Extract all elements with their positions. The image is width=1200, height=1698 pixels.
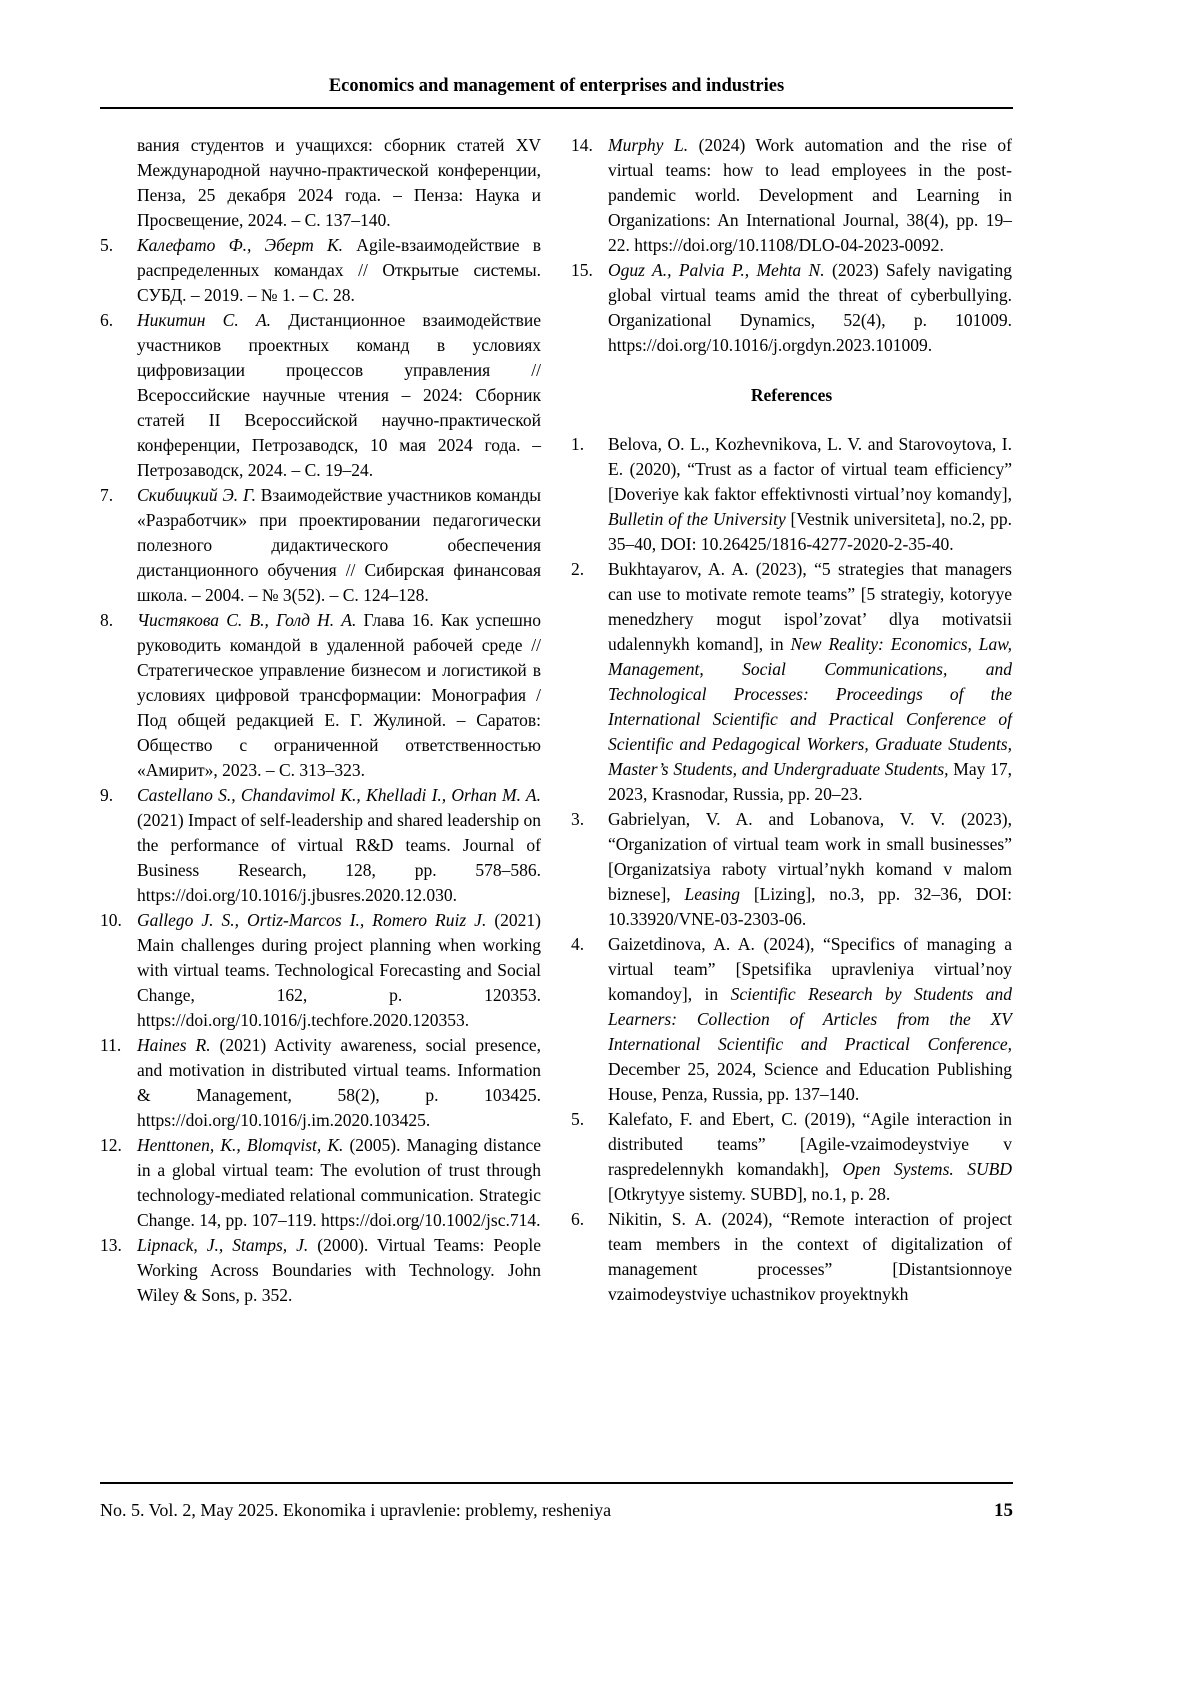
- reference-item: [571, 1207, 1012, 1307]
- reference-text: Henttonen, K., Blomqvist, K. (2005). Managing distance in a global virtual team: The evolution of trust through technology-mediated relational communication. Strategic Change. 14, pp. 107–119. https://doi.org/10.1002/jsc.714.: [137, 1135, 541, 1230]
- reference-item: [100, 783, 541, 908]
- reference-item: [100, 908, 541, 1033]
- reference-number: 10.: [100, 910, 122, 930]
- left-column: [100, 133, 541, 1463]
- reference-text: Kalefato, F. and Ebert, C. (2019), “Agile interaction in distributed teams” [Agile-vzaimodeystviye v raspredelennykh komandakh], Open Systems. SUBD [Otkrytyye sistemy. SUBD], no.1, p. 28.: [608, 1109, 1012, 1204]
- reference-item: [571, 133, 1012, 258]
- reference-number: 15.: [571, 260, 593, 280]
- reference-text: Никитин С. А. Дистанционное взаимодействие участников проектных команд в условиях цифровизации процессов управления // Всероссийские научные чтения – 2024: Сборник статей II Всероссийской научно-практической конференции, Петрозаводск, 10 мая 2024 года. – Петрозаводск, 2024. – С. 19–24.: [137, 310, 541, 480]
- reference-number: 2.: [571, 559, 585, 579]
- footer-row: [100, 1484, 1013, 1522]
- header-rule: [100, 107, 1013, 109]
- reference-item: [100, 1133, 541, 1233]
- reference-columns: [100, 133, 1013, 1463]
- reference-text: Gabrielyan, V. A. and Lobanova, V. V. (2023), “Organization of virtual team work in small businesses” [Organizatsiya raboty virtual’nykh komand v malom biznese], Leasing [Lizing], no.3, pp. 32–36, DOI: 10.33920/VNE-03-2303-06.: [608, 809, 1012, 929]
- references-heading: References: [750, 385, 833, 405]
- reference-item: [571, 258, 1012, 358]
- reference-text: Nikitin, S. A. (2024), “Remote interaction of project team members in the context of digitalization of management processes” [Distantsionnoye vzaimodeystviye uchastnikov proyektnykh: [608, 1209, 1012, 1304]
- reference-text: Oguz A., Palvia P., Mehta N. (2023) Safely navigating global virtual teams amid the threat of cyberbullying. Organizational Dynamics, 52(4), p. 101009. https://doi.org/10.1016/j.orgdyn.2023.101009.: [608, 260, 1012, 355]
- reference-item: [100, 233, 541, 308]
- reference-text: Murphy L. (2024) Work automation and the rise of virtual teams: how to lead employees in the post-pandemic world. Development and Learning in Organizations: An International Journal, 38(4), pp. 19–22. https://doi.org/10.1108/DLO-04-2023-0092.: [608, 135, 1012, 255]
- reference-number: 6.: [100, 310, 114, 330]
- running-head: Economics and management of enterprises and industries: [328, 76, 785, 96]
- page-number: 15: [994, 1500, 1013, 1521]
- reference-number: 7.: [100, 485, 114, 505]
- reference-item: [100, 483, 541, 608]
- reference-text: Haines R. (2021) Activity awareness, social presence, and motivation in distributed virtual teams. Information & Management, 58(2), p. 103425. https://doi.org/10.1016/j.im.2020.103425.: [137, 1035, 541, 1130]
- bibliography-continued-list: [571, 133, 1012, 358]
- page-header: [100, 74, 1013, 109]
- reference-number: 1.: [571, 434, 585, 454]
- references-list: [571, 432, 1012, 1307]
- reference-number: 6.: [571, 1209, 585, 1229]
- reference-text: Gallego J. S., Ortiz-Marcos I., Romero Ruiz J. (2021) Main challenges during project planning when working with virtual teams. Technological Forecasting and Social Change, 162, p. 120353. https://doi.org/10.1016/j.techfore.2020.120353.: [137, 910, 541, 1030]
- reference-text: Bukhtayarov, A. A. (2023), “5 strategies that managers can use to motivate remote teams” [5 strategiy, kotoryye menedzhery mogut ispol’zovat’ dlya motivatsii udalennykh komand], in New Reality: Economics, Law, Management, Social Communications, and Technological Processes: Proceedings of the International Scientific and Practical Conference of Scientific and Pedagogical Workers, Graduate Students, Master’s Students, and Undergraduate Students, May 17, 2023, Krasnodar, Russia, pp. 20–23.: [608, 559, 1013, 804]
- reference-text: Castellano S., Chandavimol K., Khelladi I., Orhan M. A. (2021) Impact of self-leadership and shared leadership on the performance of virtual R&D teams. Journal of Business Research, 128, pp. 578–586. https://doi.org/10.1016/j.jbusres.2020.12.030.: [137, 785, 541, 905]
- reference-number: 14.: [571, 135, 593, 155]
- reference-number: 9.: [100, 785, 114, 805]
- reference-number: 11.: [100, 1035, 122, 1055]
- reference-number: 3.: [571, 809, 585, 829]
- reference-item: [571, 1107, 1012, 1207]
- reference-item: [571, 432, 1012, 557]
- reference-item: [100, 133, 541, 233]
- reference-text: Чистякова С. В., Голд Н. А. Глава 16. Как успешно руководить командой в удаленной рабочей среде // Стратегическое управление бизнесом и логистикой в условиях цифровой трансформации: Монография / Под общей редакцией Е. Г. Жулиной. – Саратов: Общество с ограниченной ответственностью «Амирит», 2023. – С. 313–323.: [137, 610, 541, 780]
- reference-text: Belova, O. L., Kozhevnikova, L. V. and Starovoytova, I. E. (2020), “Trust as a factor of virtual team efficiency” [Doveriye kak faktor effektivnosti virtual’noy komandy], Bulletin of the University [Vestnik universiteta], no.2, pp. 35–40, DOI: 10.26425/1816-4277-2020-2-35-40.: [608, 434, 1012, 554]
- reference-item: [100, 308, 541, 483]
- reference-number: 13.: [100, 1235, 122, 1255]
- reference-text: Gaizetdinova, A. A. (2024), “Specifics of managing a virtual team” [Spetsifika upravleniya virtual’noy komandoy], in Scientific Research by Students and Learners: Collection of Articles from the XV International Scientific and Practical Conference, December 25, 2024, Science and Education Publishing House, Penza, Russia, pp. 137–140.: [608, 934, 1012, 1104]
- reference-item: [571, 557, 1012, 807]
- page-footer: [100, 1482, 1013, 1522]
- reference-text: Калефато Ф., Эберт К. Agile-взаимодействие в распределенных командах // Открытые системы. СУБД. – 2019. – № 1. – С. 28.: [137, 235, 541, 305]
- reference-item: [100, 608, 541, 783]
- reference-number: 8.: [100, 610, 114, 630]
- reference-number: 5.: [571, 1109, 585, 1129]
- reference-number: 5.: [100, 235, 114, 255]
- reference-item: [571, 932, 1012, 1107]
- footer-citation: No. 5. Vol. 2, May 2025. Ekonomika i upravlenie: problemy, resheniya: [100, 1500, 612, 1520]
- reference-text: Lipnack, J., Stamps, J. (2000). Virtual Teams: People Working Across Boundaries with Technology. John Wiley & Sons, p. 352.: [137, 1235, 541, 1305]
- reference-text: вания студентов и учащихся: сборник статей XV Международной научно-практической конференции, Пенза, 25 декабря 2024 года. – Пенза: Наука и Просвещение, 2024. – С. 137–140.: [137, 135, 541, 230]
- reference-number: 4.: [571, 934, 585, 954]
- reference-text: Скибицкий Э. Г. Взаимодействие участников команды «Разработчик» при проектировании педагогически полезного дидактического обеспечения дистанционного обучения // Сибирская финансовая школа. – 2004. – № 3(52). – С. 124–128.: [137, 485, 541, 605]
- reference-item: [100, 1033, 541, 1133]
- right-column: [571, 133, 1012, 1463]
- reference-item: [571, 807, 1012, 932]
- reference-item: [100, 1233, 541, 1308]
- reference-number: 12.: [100, 1135, 122, 1155]
